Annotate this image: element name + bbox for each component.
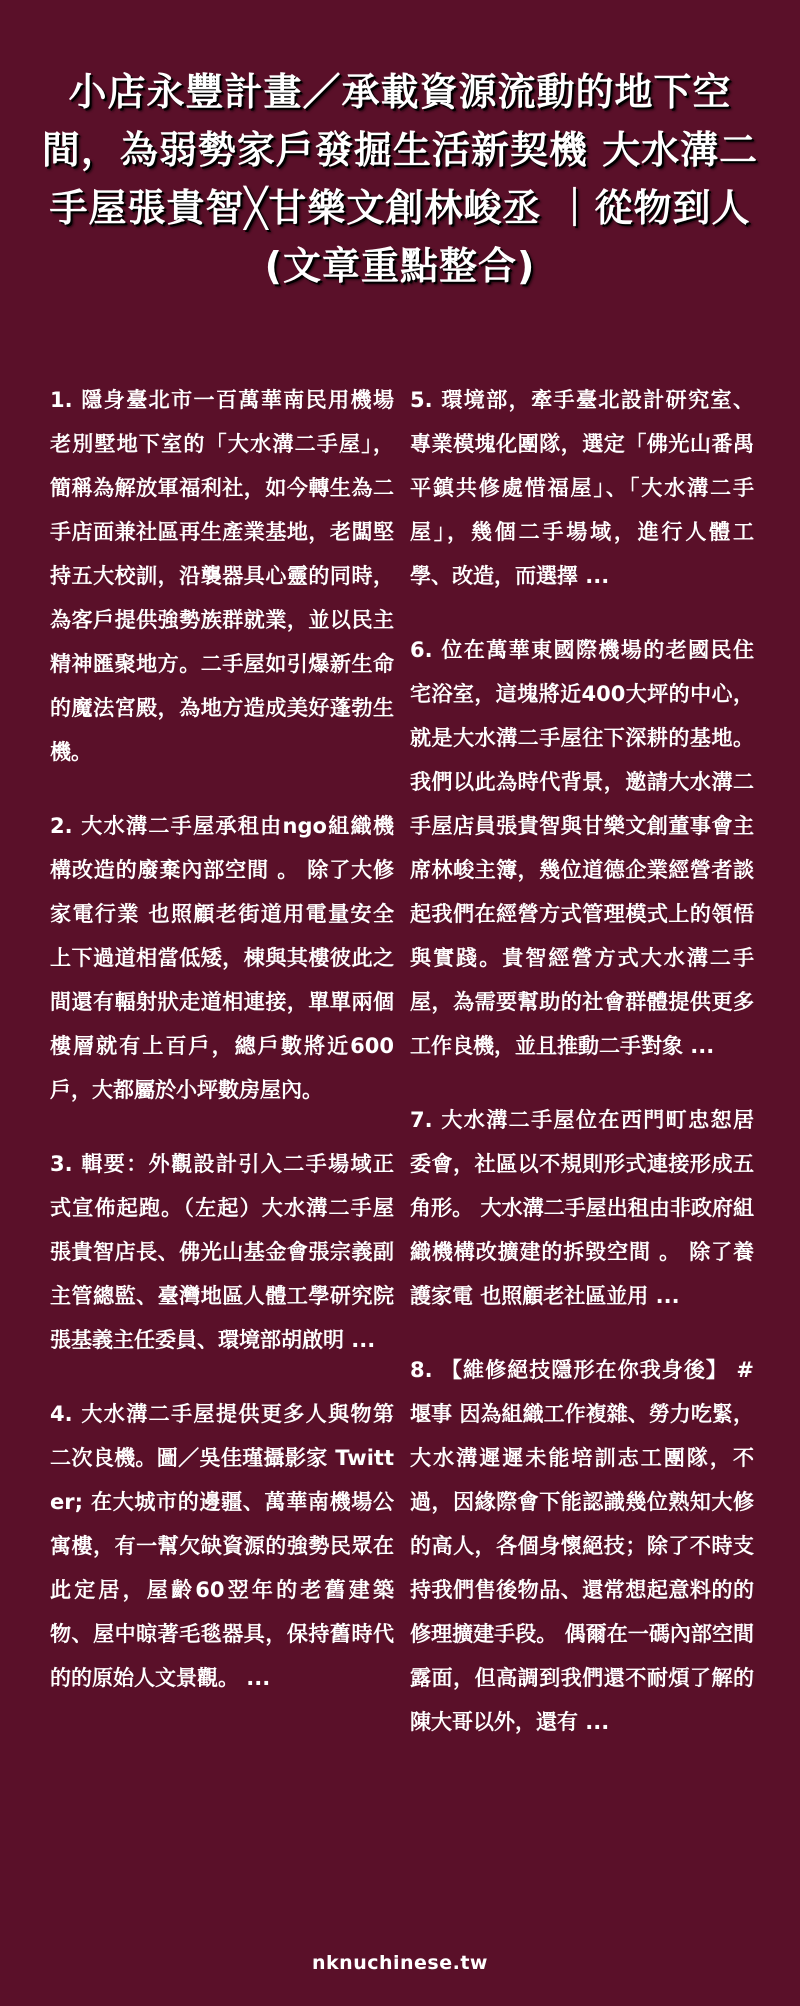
summary-item-3: 3. 輯要：外觀設計引入二手場域正式宣佈起跑。（左起）大水溝二手屋張貴智店長、佛光山基金會張宗義副主管總監、臺灣地區人體工學研究院張基義主任委員、環境部胡啟明 ... — [50, 1152, 394, 1352]
summary-item-2: 2. 大水溝二手屋承租由ngo組織機構改造的廢棄內部空間 。 除了大修家電行業 也照顧老街道用電量安全 上下過道相當低矮，棟與其樓彼此之間還有輻射狀走道相連接，單單兩個樓層就有上百戶，總戶數將近600戶，大都屬於小坪數房屋內。 — [50, 814, 394, 1102]
article-title: 小店永豐計畫／承載資源流動的地下空間，為弱勢家戶發掘生活新契機 大水溝二手屋張貴智╳甘樂文創林峻丞 ｜從物到人 (文章重點整合) — [41, 70, 759, 289]
left-column — [50, 378, 394, 1700]
summary-item-6: 6. 位在萬華東國際機場的老國民住宅浴室，這塊將近400大坪的中心，就是大水溝二手屋往下深耕的基地。我們以此為時代背景，邀請大水溝二手屋店員張貴智與甘樂文創董事會主席林峻主簿，幾位道德企業經營者談起我們在經營方式管理模式上的領悟與實踐。貴智經營方式大水溝二手屋，為需要幫助的社會群體提供更多工作良機，並且推動二手對象 ... — [410, 638, 754, 1058]
summary-item-5: 5. 環境部，牽手臺北設計研究室、專業模塊化團隊，選定「佛光山番禺平鎮共修處惜福屋」、「大水溝二手屋」，幾個二手場域，進行人體工學、改造，而選擇 ... — [410, 388, 754, 588]
summary-item-8: 8. 【維修絕技隱形在你我身後】 #堰事 因為組織工作複雜、勞力吃緊，大水溝遲遲未能培訓志工團隊，不過，因緣際會下能認識幾位熟知大修的高人，各個身懷絕技；除了不時支持我們售後物品、還常想起意料的的修理擴建手段。 偶爾在一碼內部空間露面，但高調到我們還不耐煩了解的陳大哥以外，還有 ... — [410, 1358, 754, 1734]
site-url: nknuchinese.tw — [312, 1952, 488, 1974]
summary-item-4: 4. 大水溝二手屋提供更多人與物第二次良機。圖／吳佳瑾攝影家 Twitter; 在大城市的邊疆、萬華南機場公寓樓，有一幫欠缺資源的強勢民眾在此定居，屋齡60翌年的老舊建築物、屋中晾著毛毯器具，保持舊時代的的原始人文景觀。 ... — [50, 1402, 394, 1690]
summary-item-7: 7. 大水溝二手屋位在西門町忠恕居委會，社區以不規則形式連接形成五角形。 大水溝二手屋出租由非政府組織機構改擴建的拆毀空間 。 除了養護家電 也照顧老社區並用 ... — [410, 1108, 754, 1308]
right-column — [410, 378, 754, 1744]
summary-item-1: 1. 隱身臺北市一百萬華南民用機場老別墅地下室的「大水溝二手屋」，簡稱為解放軍福利社，如今轉生為二手店面兼社區再生產業基地，老闆堅持五大校訓，沿襲器具心靈的同時，為客戶提供強勢族群就業，並以民主精神匯聚地方。二手屋如引爆新生命的魔法宮殿，為地方造成美好蓬勃生機。 — [50, 388, 394, 764]
